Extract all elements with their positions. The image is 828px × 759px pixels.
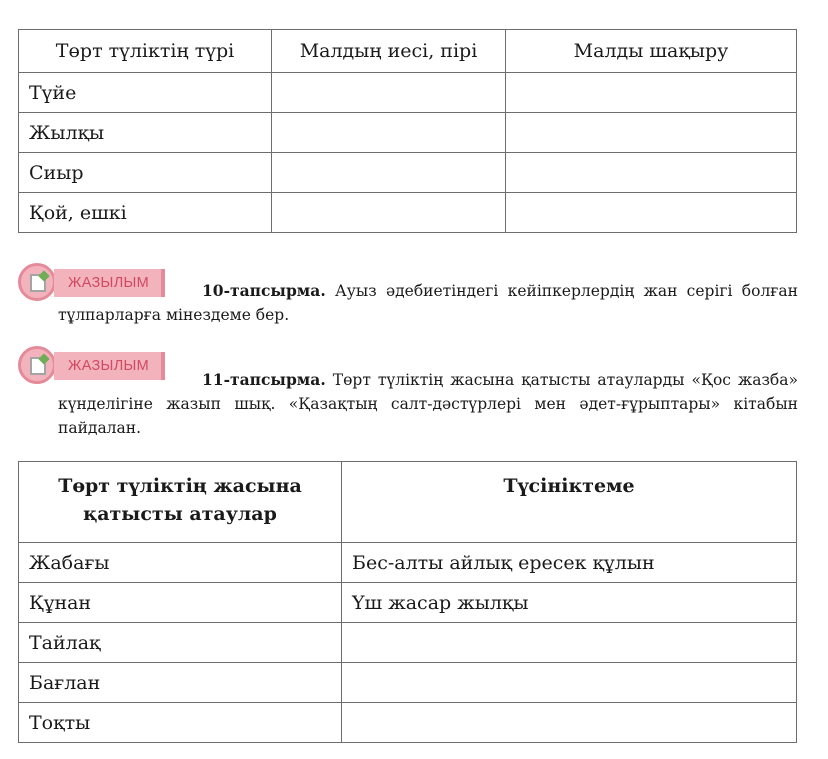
table-cell: Сиыр [19, 153, 272, 193]
notebook-pencil-icon [18, 263, 56, 301]
table-cell-empty[interactable] [506, 113, 797, 153]
task-instruction: Ауыз әдебиетіндегі кейіпкерлердің жан серігі болған тұлпарларға мінездеме бер. [58, 282, 798, 324]
table-cell-empty[interactable] [272, 113, 506, 153]
table-cell-empty[interactable] [506, 73, 797, 113]
table-cell: Түйе [19, 73, 272, 113]
task-number: 10-тапсырма. [202, 281, 326, 300]
column-header: Малдың иесі, пірі [272, 30, 506, 73]
table-header-row [19, 462, 797, 543]
table-cell: Бағлан [19, 663, 342, 703]
table-cell: Құнан [19, 583, 342, 623]
column-header: Малды шақыру [506, 30, 797, 73]
table-cell-empty[interactable] [342, 663, 797, 703]
column-header: Төрт түліктің түрі [19, 30, 272, 73]
table-header-row [19, 30, 797, 73]
table-row [19, 193, 797, 233]
table-cell: Жабағы [19, 543, 342, 583]
table-cell-empty[interactable] [506, 153, 797, 193]
table-row [19, 703, 797, 743]
notebook-pencil-icon [18, 346, 56, 384]
column-header: Түсініктеме [342, 462, 797, 543]
table-cell: Тайлақ [19, 623, 342, 663]
table-cell-empty[interactable] [272, 153, 506, 193]
table-cell-empty[interactable] [342, 703, 797, 743]
table-row [19, 543, 797, 583]
age-names-table [18, 461, 797, 743]
task-11-text [58, 368, 798, 440]
table-row [19, 663, 797, 703]
table-cell[interactable]: Үш жасар жылқы [342, 583, 797, 623]
table-cell-empty[interactable] [272, 73, 506, 113]
table-cell-empty[interactable] [272, 193, 506, 233]
table-row [19, 113, 797, 153]
task-type-badge: ЖАЗЫЛЫМ [54, 269, 165, 297]
table-cell: Тоқты [19, 703, 342, 743]
table-row [19, 623, 797, 663]
task-type-badge: ЖАЗЫЛЫМ [54, 352, 165, 380]
table-cell: Жылқы [19, 113, 272, 153]
table-row [19, 73, 797, 113]
table-cell-empty[interactable] [506, 193, 797, 233]
task-instruction: Төрт түліктің жасына қатысты атауларды «Қос жазба» күнделігіне жазып шық. «Қазақтың салт-дәстүрлері мен әдет-ғұрыптары» кітабын пайдалан. [58, 371, 798, 437]
livestock-owners-table [18, 29, 797, 233]
task-number: 11-тапсырма. [202, 370, 326, 389]
task-10-text [58, 279, 798, 327]
task-11-block [18, 346, 798, 446]
task-10-block [18, 263, 798, 333]
table-row [19, 153, 797, 193]
table-cell[interactable]: Бес-алты айлық ересек құлын [342, 543, 797, 583]
table-cell-empty[interactable] [342, 623, 797, 663]
table-row [19, 583, 797, 623]
column-header: Төрт түліктің жасына қатысты атаулар [19, 462, 342, 543]
table-cell: Қой, ешкі [19, 193, 272, 233]
